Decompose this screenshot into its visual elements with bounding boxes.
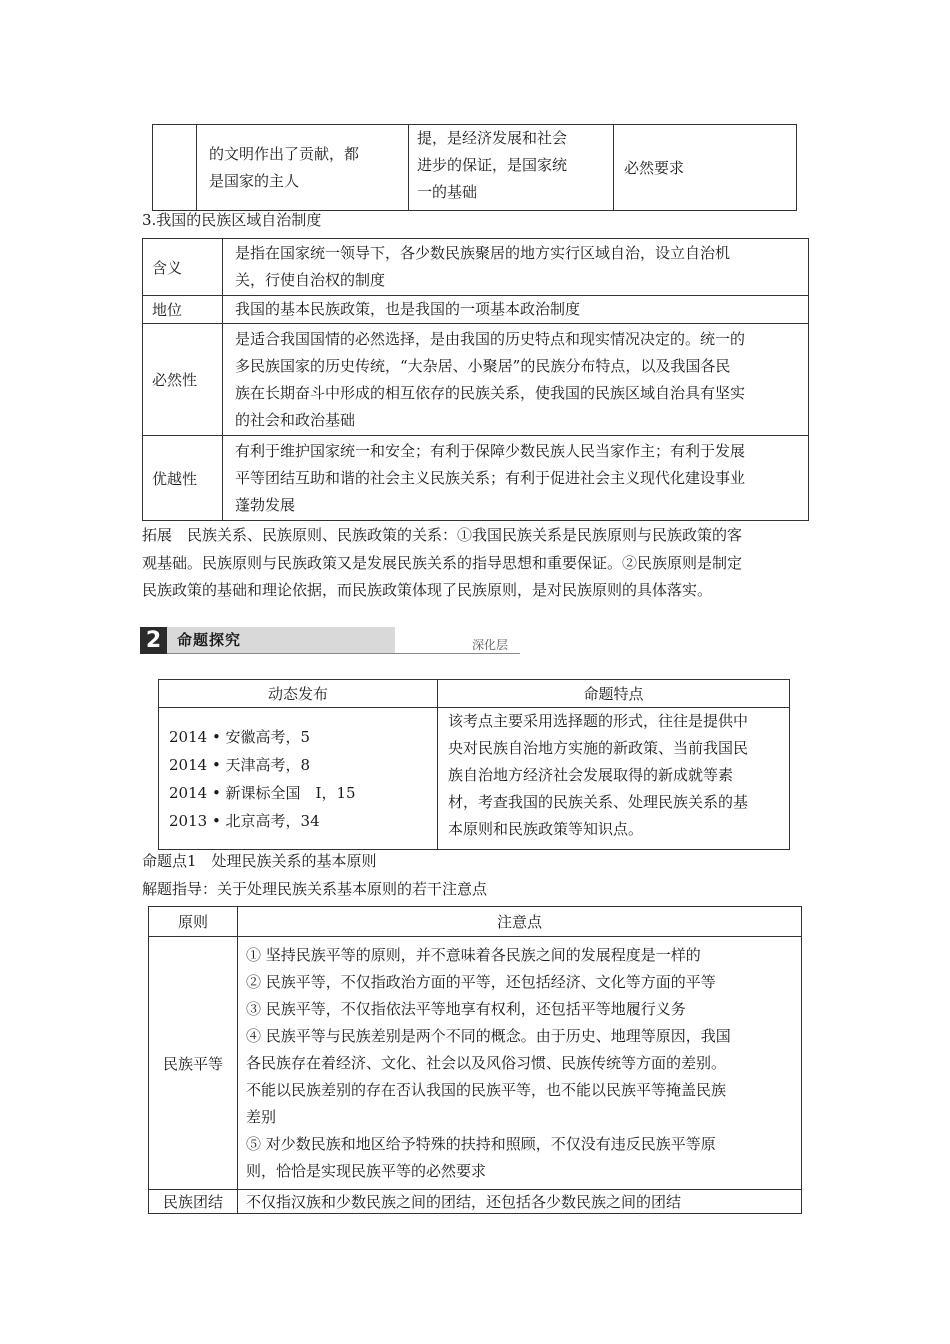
label-text: 含义 — [152, 258, 183, 277]
label-text: 优越性 — [152, 469, 198, 488]
continuation-cell-contribution — [197, 125, 409, 211]
label-text: 民族团结 — [162, 1193, 223, 1211]
label-text: 地位 — [152, 301, 183, 319]
principle-label — [149, 1190, 238, 1214]
point1-heading: 命题点1 处理民族关系的基本原则 — [142, 852, 377, 870]
autonomy-row — [143, 436, 809, 521]
cell-line: 本原则和民族政策等知识点。 — [448, 820, 644, 838]
cell-line: 蓬勃发展 — [235, 495, 296, 514]
cell-line: 进步的保证，是国家统 — [417, 156, 568, 174]
cell-line: 关，行使自治权的制度 — [235, 271, 386, 289]
exam-item: 2013 • 北京高考，34 — [169, 811, 320, 830]
exam-table — [158, 679, 790, 850]
cell-line: 的文明作出了贡献，都 — [209, 144, 360, 163]
cell-line: 族在长期奋斗中形成的相互依存的民族关系，使我国的民族区域自治具有坚实 — [235, 383, 746, 402]
cell-line: 的社会和政治基础 — [235, 410, 356, 429]
cell-line: ⑤ 对少数民族和地区给予特殊的扶持和照顾，不仅没有违反民族平等原 — [246, 1134, 716, 1153]
autonomy-label — [143, 239, 223, 296]
continuation-table — [152, 124, 797, 211]
autonomy-content — [223, 324, 809, 436]
principle-row — [149, 937, 802, 1190]
principle-content — [238, 1190, 802, 1214]
label-text: 必然性 — [152, 371, 198, 389]
cell-line: 不仅指汉族和少数民族之间的团结，还包括各少数民族之间的团结 — [246, 1192, 682, 1211]
autonomy-row — [143, 324, 809, 436]
autonomy-content — [223, 239, 809, 296]
cell-line: 平等团结互助和谐的社会主义民族关系；有利于促进社会主义现代化建设事业 — [235, 468, 746, 487]
exam-item: 2014 • 新课标全国 Ⅰ，15 — [169, 783, 356, 802]
cell-line: 一的基础 — [417, 183, 478, 201]
section3-title: 3.我国的民族区域自治制度 — [142, 211, 322, 229]
autonomy-label — [143, 436, 223, 521]
exam-header: 动态发布 — [159, 680, 438, 708]
autonomy-label — [143, 324, 223, 436]
cell-line: 各民族存在着经济、文化、社会以及风俗习惯、民族传统等方面的差别。 — [246, 1053, 727, 1072]
continuation-cell-requirement — [614, 125, 797, 211]
cell-line: 该考点主要采用选择题的形式，往往是提供中 — [448, 712, 749, 730]
principle-row — [149, 1190, 802, 1214]
exam-dynamics-cell — [159, 708, 438, 850]
autonomy-table — [142, 238, 809, 521]
cell-line: 是国家的主人 — [209, 171, 300, 190]
cell-line: ③ 民族平等，不仅指依法平等地享有权利，还包括平等地履行义务 — [246, 999, 686, 1018]
cell-line: ① 坚持民族平等的原则，并不意味着各民族之间的发展程度是一样的 — [246, 945, 701, 964]
cell-line: 我国的基本民族政策，也是我国的一项基本政治制度 — [235, 300, 581, 318]
cell-line: 多民族国家的历史传统，“大杂居、小聚居”的民族分布特点，以及我国各民 — [235, 356, 731, 375]
principle-header: 原则 — [149, 907, 238, 937]
paragraph-line: 民族政策的基础和理论依据，而民族政策体现了民族原则，是对民族原则的具体落实。 — [142, 581, 713, 599]
autonomy-row — [143, 239, 809, 296]
extension-paragraph — [142, 522, 812, 605]
section-number: 2 — [140, 627, 167, 654]
autonomy-content — [223, 436, 809, 521]
cell-line: 央对民族自治地方实施的新政策、当前我国民 — [448, 739, 749, 757]
section-title: 命题探究 — [167, 627, 395, 654]
cell-line: 提，是经济发展和社会 — [417, 129, 568, 147]
autonomy-content — [223, 296, 809, 324]
principle-table — [148, 906, 802, 1214]
cell-line: 有利于维护国家统一和安全；有利于保障少数民族人民当家作主；有利于发展 — [235, 441, 746, 460]
cell-line: 差别 — [246, 1107, 277, 1126]
cell-line: 材，考查我国的民族关系、处理民族关系的基 — [448, 793, 749, 811]
cell-line: 是指在国家统一领导下，各少数民族聚居的地方实行区域自治，设立自治机 — [235, 244, 731, 262]
cell-text: 必然要求 — [624, 159, 685, 177]
section-subtitle: 深化层 — [472, 638, 509, 652]
exam-item: 2014 • 安徽高考，5 — [169, 727, 311, 746]
cell-line: 不能以民族差别的存在否认我国的民族平等，也不能以民族平等掩盖民族 — [246, 1080, 727, 1099]
exam-item: 2014 • 天津高考，8 — [169, 755, 311, 774]
cell-line: ④ 民族平等与民族差别是两个不同的概念。由于历史、地理等原因，我国 — [246, 1026, 731, 1045]
principle-label — [149, 937, 238, 1190]
exam-header: 命题特点 — [438, 680, 790, 708]
principle-content — [238, 937, 802, 1190]
autonomy-row — [143, 296, 809, 324]
cell-line: 族自治地方经济社会发展取得的新成就等素 — [448, 766, 734, 784]
section-header — [140, 627, 520, 657]
cell-line: ② 民族平等，不仅指政治方面的平等，还包括经济、文化等方面的平等 — [246, 972, 716, 991]
principle-header: 注意点 — [238, 907, 802, 937]
autonomy-label — [143, 296, 223, 324]
label-text: 民族平等 — [162, 1054, 223, 1073]
section-rule — [167, 653, 520, 654]
guide-heading: 解题指导：关于处理民族关系基本原则的若干注意点 — [142, 880, 488, 898]
cell-line: 是适合我国国情的必然选择，是由我国的历史特点和现实情况决定的。统一的 — [235, 329, 746, 348]
continuation-cell-empty — [153, 125, 197, 211]
exam-feature-cell — [438, 708, 790, 850]
cell-line: 则，恰恰是实现民族平等的必然要求 — [246, 1161, 487, 1180]
paragraph-line: 观基础。民族原则与民族政策又是发展民族关系的指导思想和重要保证。②民族原则是制定 — [142, 553, 743, 572]
continuation-cell-basis — [409, 125, 614, 211]
paragraph-line: 拓展 民族关系、民族原则、民族政策的关系：①我国民族关系是民族原则与民族政策的客 — [142, 526, 743, 544]
